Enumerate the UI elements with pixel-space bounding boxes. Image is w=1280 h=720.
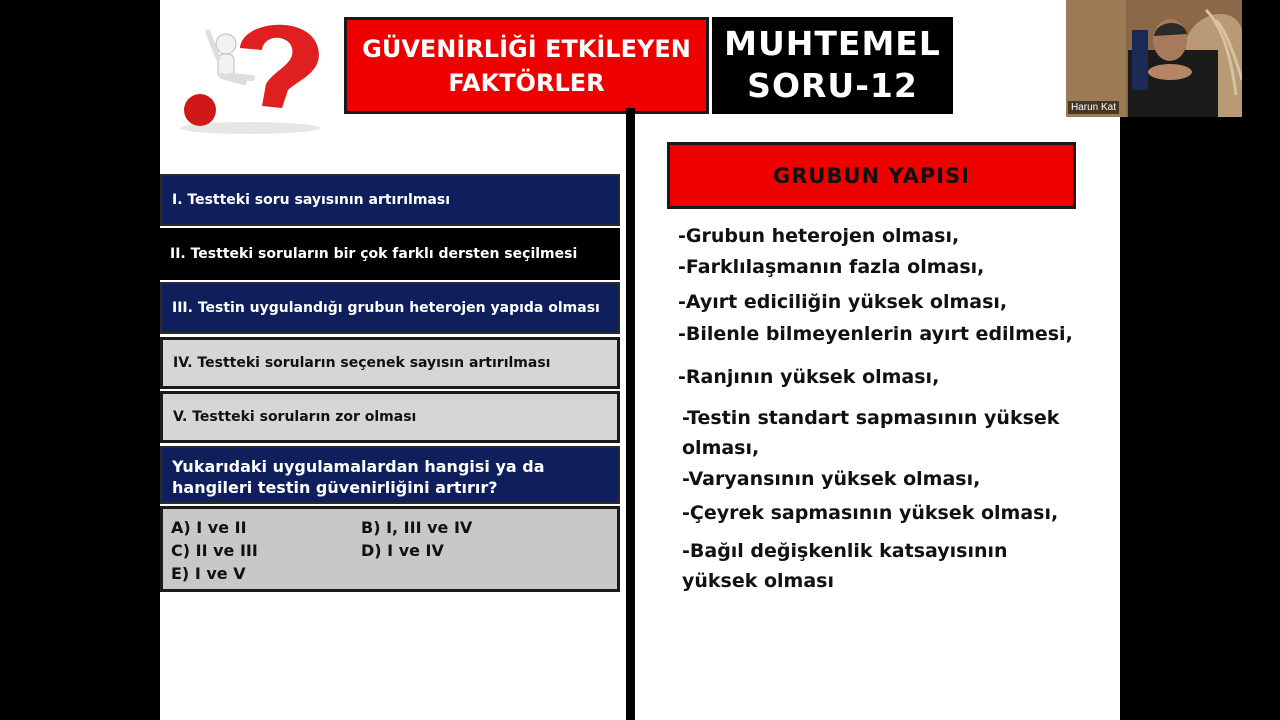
option-e: E) I ve V: [171, 564, 246, 583]
question-badge: [712, 17, 953, 114]
option-b: B) I, III ve IV: [361, 518, 473, 537]
question-mark-figure-icon: [170, 10, 330, 136]
option-a: A) I ve II: [171, 518, 247, 537]
participant-name: Harun Kat: [1068, 101, 1119, 114]
right-line-4: -Bilenle bilmeyenlerin ayırt edilmesi,: [678, 323, 1073, 345]
question-line1: Yukarıdaki uygulamalardan hangisi ya da: [172, 457, 545, 476]
option-d: D) I ve IV: [361, 541, 444, 560]
question-text: [160, 446, 620, 504]
statement-1: I. Testteki soru sayısının artırılması: [160, 174, 620, 226]
statement-4: IV. Testteki soruların seçenek sayısın artırılması: [160, 337, 620, 389]
right-line-11: yüksek olması: [682, 570, 834, 592]
question-badge-line2: SORU-12: [747, 66, 918, 105]
right-line-5: -Ranjının yüksek olması,: [678, 366, 940, 388]
answer-options: [160, 506, 620, 592]
statement-2: II. Testteki soruların bir çok farklı dersten seçilmesi: [160, 228, 620, 280]
slide-title: [344, 17, 709, 114]
right-line-7: olması,: [682, 437, 760, 459]
webcam-video[interactable]: [1066, 0, 1242, 117]
right-line-6: -Testin standart sapmasının yüksek: [682, 407, 1060, 429]
slide-title-line2: FAKTÖRLER: [448, 69, 605, 97]
slide-title-line1: GÜVENİRLİĞİ ETKİLEYEN: [362, 35, 691, 63]
right-line-8: -Varyansının yüksek olması,: [682, 468, 981, 490]
question-line2: hangileri testin güvenirliğini artırır?: [172, 478, 498, 497]
right-line-1: -Grubun heterojen olması,: [678, 225, 960, 247]
slide: [160, 0, 1120, 720]
right-line-9: -Çeyrek sapmasının yüksek olması,: [682, 502, 1059, 524]
right-line-3: -Ayırt ediciliğin yüksek olması,: [678, 291, 1008, 313]
statement-3: III. Testin uygulandığı grubun heterojen yapıda olması: [160, 282, 620, 334]
section-heading: GRUBUN YAPISI: [667, 142, 1076, 209]
right-line-10: -Bağıl değişkenlik katsayısının: [682, 540, 1008, 562]
question-badge-line1: MUHTEMEL: [724, 24, 941, 63]
statement-5: V. Testteki soruların zor olması: [160, 391, 620, 443]
right-line-2: -Farklılaşmanın fazla olması,: [678, 256, 985, 278]
option-c: C) II ve III: [171, 541, 258, 560]
vertical-divider: [626, 108, 635, 720]
